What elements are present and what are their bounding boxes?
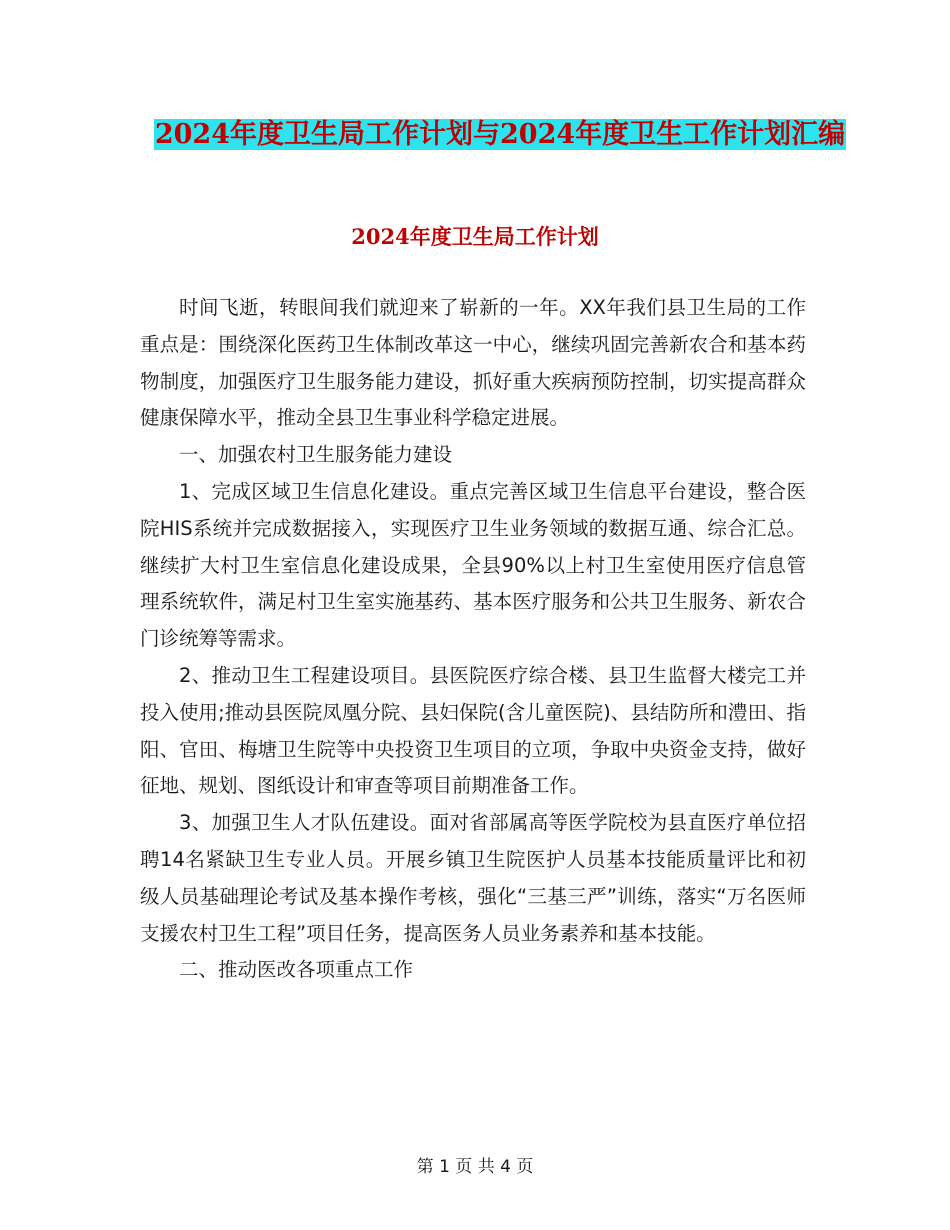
main-title-highlight: 2024年度卫生局工作计划与2024年度卫生工作计划汇编 (154, 119, 846, 150)
paragraph-item-3: 3、加强卫生人才队伍建设。面对省部属高等医学院校为县直医疗单位招聘14名紧缺卫生专业人员。开展乡镇卫生院医护人员基本技能质量评比和初级人员基础理论考试及基本操作考核，强化“三基三严”训练，落实“万名医师支援农村卫生工程”项目任务，提高医务人员业务素养和基本技能。 (140, 811, 806, 945)
section-title: 2024年度卫生局工作计划 (351, 224, 599, 249)
paragraph-intro: 时间飞逝，转眼间我们就迎来了崭新的一年。XX年我们县卫生局的工作重点是：围绕深化医药卫生体制改革这一中心，继续巩固完善新农合和基本药物制度，加强医疗卫生服务能力建设，抓好重大疾病预防控制，切实提高群众健康保障水平，推动全县卫生事业科学稳定进展。 (140, 296, 806, 430)
heading-section-2: 二、推动医改各项重点工作 (179, 958, 414, 982)
page-footer: 第 1 页 共 4 页 (416, 1157, 534, 1177)
paragraph-item-1: 1、完成区域卫生信息化建设。重点完善区域卫生信息平台建设，整合医院HIS系统并完成数据接入，实现医疗卫生业务领域的数据互通、综合汇总。继续扩大村卫生室信息化建设成果，全县90%以上村卫生室使用医疗信息管理系统软件，满足村卫生室实施基药、基本医疗服务和公共卫生服务、新农合门诊统筹等需求。 (140, 479, 806, 651)
document-body (140, 290, 806, 989)
paragraph-item-2: 2、推动卫生工程建设项目。县医院医疗综合楼、县卫生监督大楼完工并投入使用;推动县医院凤凰分院、县妇保院(含儿童医院)、县结防所和澧田、指阳、官田、梅塘卫生院等中央投资卫生项目的立项，争取中央资金支持，做好征地、规划、图纸设计和审查等项目前期准备工作。 (140, 663, 806, 798)
document-main-title (140, 112, 860, 158)
heading-section-1: 一、加强农村卫生服务能力建设 (179, 443, 453, 467)
